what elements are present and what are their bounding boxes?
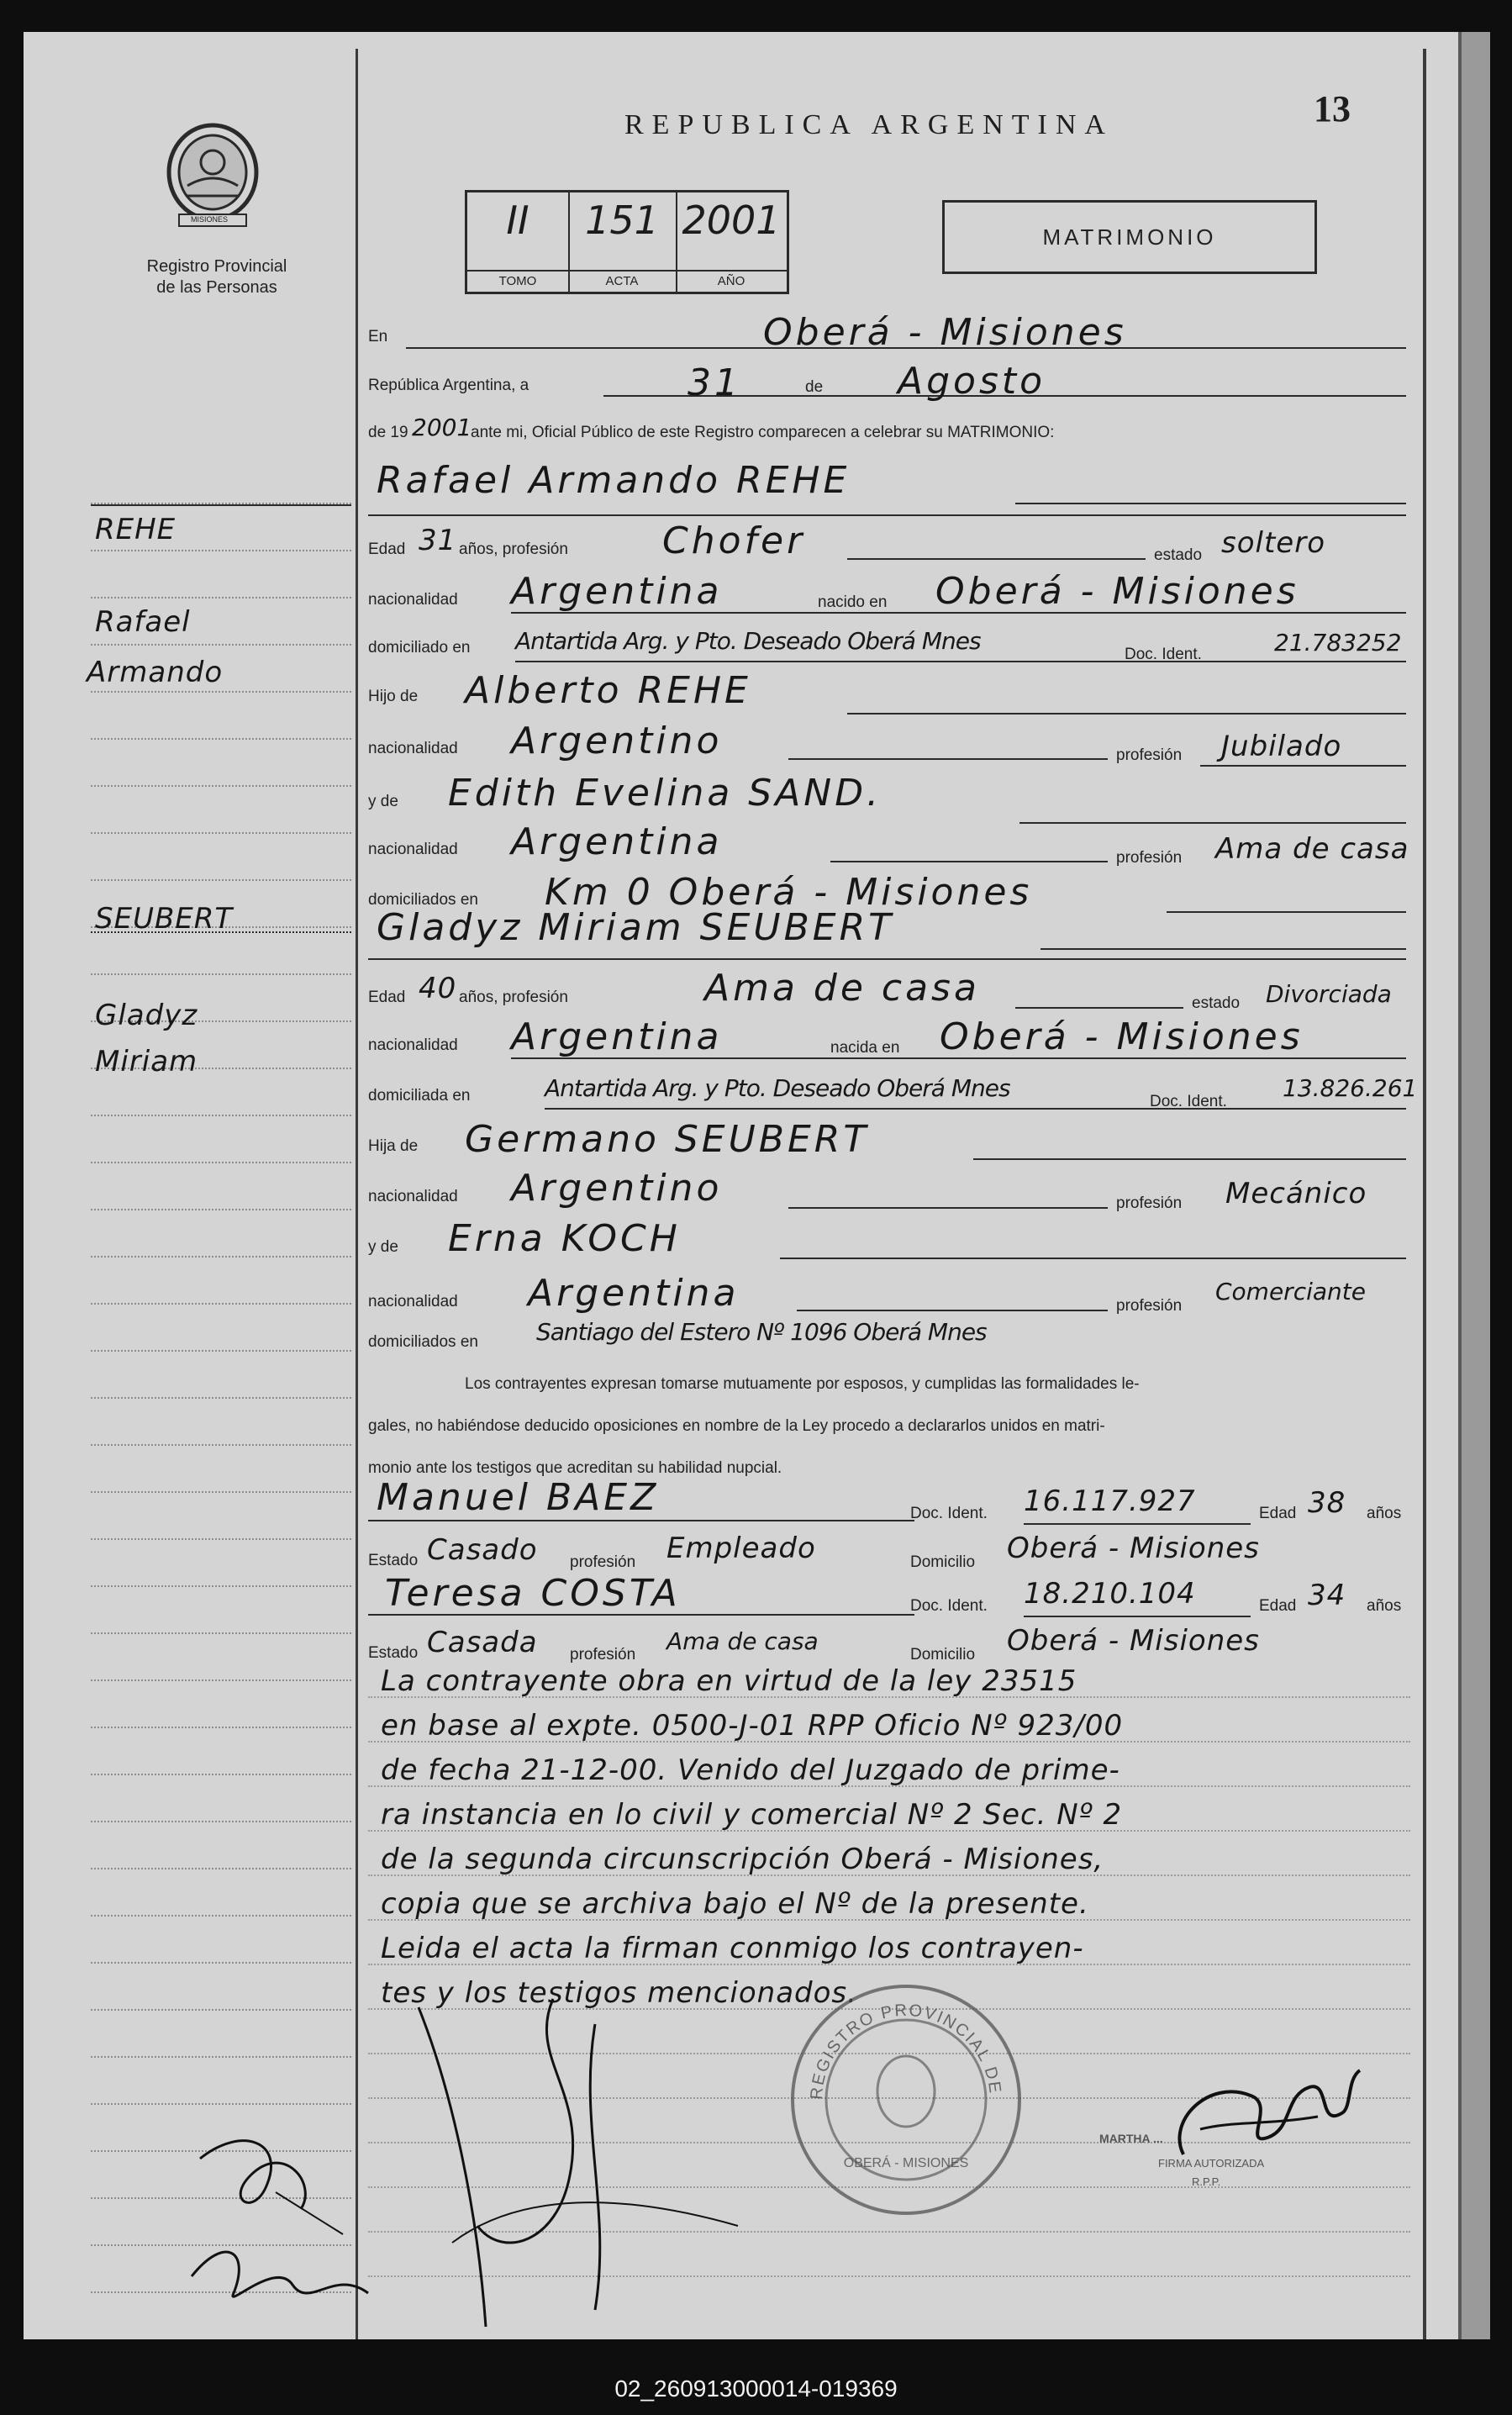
margin-groom-surname: REHE: [95, 513, 176, 546]
margin-rule: [91, 1538, 351, 1540]
bride-mother-nat: Argentina: [528, 1272, 740, 1315]
margin-rule: [91, 1585, 351, 1587]
en-label: En: [368, 328, 388, 345]
margin-rule: [91, 597, 351, 598]
margin-rule: [91, 2009, 351, 2011]
tomo-cell: [467, 192, 570, 292]
groom-father-prof-label: profesión: [1116, 746, 1183, 764]
bride-civil-status: Divorciada: [1266, 980, 1392, 1008]
bride-domicilio-label: domiciliada en: [368, 1087, 471, 1105]
svg-text:REGISTRO PROVINCIAL DE LAS PER: [780, 1974, 1004, 2101]
bride-father-prof-label: profesión: [1116, 1194, 1183, 1212]
bride-doc-label: Doc. Ident.: [1150, 1093, 1227, 1110]
margin-rule: [91, 644, 351, 646]
margin-bride-given1: Gladyz: [95, 999, 198, 1032]
register-page: [24, 32, 1490, 2339]
groom-signature: [402, 1991, 755, 2339]
margin-rule: [91, 1162, 351, 1163]
groom-father: Alberto REHE: [465, 669, 751, 712]
margin-rule: [91, 1397, 351, 1399]
margin-rule: [91, 1444, 351, 1446]
note-line: Leida el acta la firman conmigo los contrayen-: [381, 1932, 1084, 1965]
witness1-dom-label: Domicilio: [910, 1553, 976, 1571]
act-type-box: MATRIMONIO: [942, 200, 1317, 274]
bride-full-name: Gladyz Miriam SEUBERT: [377, 906, 895, 949]
groom-birthplace: Oberá - Misiones: [935, 570, 1299, 613]
year-prefix: de 19: [368, 424, 408, 441]
margin-rule: [91, 691, 351, 693]
groom-hijo-label: Hijo de: [368, 688, 419, 705]
bride-mother-prof: Comerciante: [1215, 1278, 1366, 1305]
bride-parents-addr: Santiago del Estero Nº 1096 Oberá Mnes: [536, 1318, 987, 1346]
margin-bride-surname: SEUBERT: [95, 902, 234, 936]
groom-father-prof: Jubilado: [1221, 730, 1342, 763]
margin-rule: [91, 973, 351, 975]
margin-rule: [91, 1632, 351, 1634]
acta-label: ACTA: [568, 270, 676, 292]
groom-parents-addr-label: domiciliados en: [368, 891, 478, 909]
groom-nacido-label: nacido en: [818, 593, 888, 611]
margin-rule: [91, 1868, 351, 1869]
bride-mother-prof-label: profesión: [1116, 1297, 1183, 1315]
margin-rule: [91, 1256, 351, 1258]
witness2-age: 34: [1308, 1579, 1346, 1612]
margin-bride-given2: Miriam: [95, 1045, 198, 1078]
de-label: de: [805, 378, 824, 396]
witness1-anos: años: [1367, 1505, 1402, 1522]
margin-rule: [91, 2103, 351, 2105]
groom-mother-nat-label: nacionalidad: [368, 841, 458, 858]
groom-doc-label: Doc. Ident.: [1125, 646, 1202, 663]
groom-civil-status: soltero: [1221, 526, 1325, 560]
groom-nac-label: nacionalidad: [368, 591, 458, 609]
margin-line-left: [356, 49, 358, 2339]
officer-text: ante mi, Oficial Público de este Registro comparecen a celebrar su MATRIMONIO:: [471, 424, 1055, 441]
bride-nac-label: nacionalidad: [368, 1036, 458, 1054]
groom-age: 31: [419, 524, 457, 557]
declaration-line-3: monio ante los testigos que acreditan su habilidad nupcial.: [368, 1459, 782, 1477]
official-title: FIRMA AUTORIZADA: [1158, 2157, 1265, 2170]
note-line: La contrayente obra en virtud de la ley 23515: [381, 1664, 1077, 1698]
groom-father-nat: Argentino: [511, 720, 723, 762]
witness2-prof-label: profesión: [570, 1646, 636, 1664]
witness1-doc-label: Doc. Ident.: [910, 1505, 988, 1522]
country-title: REPUBLICA ARGENTINA: [624, 109, 1114, 140]
bride-parents-addr-label: domiciliados en: [368, 1333, 478, 1351]
margin-rule: [91, 550, 351, 551]
margin-rule: [91, 1303, 351, 1305]
witness2-anos: años: [1367, 1597, 1402, 1615]
binding-spine: [1462, 32, 1490, 2339]
tomo-label: TOMO: [467, 270, 568, 292]
stamp-outer-text: REGISTRO PROVINCIAL DE: [807, 2001, 1004, 2101]
year-value: 2001: [412, 414, 472, 441]
bride-mother: Erna KOCH: [448, 1217, 681, 1260]
registry-line-2: de las Personas: [156, 278, 277, 297]
page-number: 13: [1314, 88, 1351, 129]
groom-edad-label: Edad: [368, 540, 406, 558]
groom-address: Antartida Arg. y Pto. Deseado Oberá Mnes: [515, 627, 981, 655]
note-line: tes y los testigos mencionados.: [381, 1976, 857, 2010]
witness2-dom-label: Domicilio: [910, 1646, 976, 1664]
bride-father-nat-label: nacionalidad: [368, 1188, 458, 1205]
groom-yde-label: y de: [368, 793, 398, 810]
acta-value: 151: [585, 198, 659, 243]
margin-rule: [91, 2056, 351, 2058]
margin-rule: [91, 1679, 351, 1681]
place-value: Oberá - Misiones: [763, 311, 1127, 354]
ano-value: 2001: [682, 198, 781, 243]
registry-line-1: Registro Provincial: [146, 257, 287, 276]
witness2-estado-label: Estado: [368, 1644, 419, 1662]
groom-full-name: Rafael Armando REHE: [377, 459, 851, 502]
acta-cell: [568, 192, 677, 292]
witness2-address: Oberá - Misiones: [1007, 1624, 1260, 1658]
bride-mother-nat-label: nacionalidad: [368, 1293, 458, 1310]
margin-rule: [91, 1821, 351, 1822]
margin-rule: [91, 1209, 351, 1210]
margin-rule: [91, 879, 351, 881]
official-stamp: [780, 1974, 1032, 2226]
witness1-profession: Empleado: [666, 1532, 816, 1565]
witness1-age: 38: [1308, 1486, 1346, 1520]
bride-edad-label: Edad: [368, 989, 406, 1006]
tomo-value: II: [506, 198, 529, 243]
bride-nacida-label: nacida en: [830, 1039, 900, 1057]
margin-rule: [91, 1491, 351, 1493]
bride-nationality: Argentina: [511, 1015, 723, 1058]
witness2-edad-label: Edad: [1259, 1597, 1297, 1615]
ano-cell: [676, 192, 787, 292]
official-org: R.P.P.: [1192, 2175, 1221, 2188]
bride-father-nat: Argentino: [511, 1167, 723, 1210]
groom-estado-label: estado: [1154, 546, 1203, 564]
groom-parents-addr: Km 0 Oberá - Misiones: [545, 871, 1033, 914]
margin-rule: [91, 1727, 351, 1728]
note-line: ra instancia en lo civil y comercial Nº 2 Sec. Nº 2: [381, 1798, 1123, 1832]
bride-father: Germano SEUBERT: [465, 1118, 870, 1161]
margin-rule: [91, 1115, 351, 1116]
margin-rule: [91, 785, 351, 787]
witness2-name: Teresa COSTA: [385, 1572, 681, 1615]
margin-rule: [91, 1774, 351, 1775]
margin-rule: [91, 1350, 351, 1352]
note-line: de la segunda circunscripción Oberá - Misiones,: [381, 1843, 1104, 1876]
groom-profession: Chofer: [662, 519, 806, 562]
note-line: copia que se archiva bajo el Nº de la presente.: [381, 1887, 1089, 1921]
witness2-doc-label: Doc. Ident.: [910, 1597, 988, 1615]
bride-hija-label: Hija de: [368, 1137, 419, 1155]
province-emblem: [162, 120, 263, 229]
day-value: 31: [688, 361, 741, 404]
groom-doc: 21.783252: [1274, 629, 1402, 656]
groom-mother-prof-label: profesión: [1116, 849, 1183, 867]
margin-rule: [91, 832, 351, 834]
groom-profesion-label: años, profesión: [459, 540, 568, 558]
witness1-estado-label: Estado: [368, 1552, 419, 1569]
margin-line-right: [1423, 49, 1426, 2339]
groom-mother: Edith Evelina SAND.: [448, 772, 882, 815]
bride-address: Antartida Arg. y Pto. Deseado Oberá Mnes: [545, 1074, 1010, 1102]
note-line: de fecha 21-12-00. Venido del Juzgado de prime-: [381, 1753, 1120, 1787]
declaration-line-1: Los contrayentes expresan tomarse mutuamente por esposos, y cumplidas las formalidades le-: [465, 1375, 1140, 1393]
month-value: Agosto: [898, 360, 1046, 403]
witness1-prof-label: profesión: [570, 1553, 636, 1571]
witness1-status: Casado: [427, 1533, 538, 1567]
stamp-inner-text: OBERÁ - MISIONES: [843, 2156, 969, 2170]
note-line: en base al expte. 0500-J-01 RPP Oficio Nº 923/00: [381, 1709, 1124, 1743]
emblem-caption: MISIONES: [191, 215, 229, 224]
official-name: MARTHA ...: [1099, 2132, 1163, 2145]
act-reference-box: [465, 190, 789, 294]
bride-profesion-label: años, profesión: [459, 989, 568, 1006]
witness1-edad-label: Edad: [1259, 1505, 1297, 1522]
groom-nationality: Argentina: [511, 570, 723, 613]
witness1-address: Oberá - Misiones: [1007, 1532, 1260, 1565]
margin-rule: [91, 1962, 351, 1964]
bride-signature: [175, 2108, 427, 2327]
witness1-doc: 16.117.927: [1024, 1484, 1196, 1518]
declaration-line-2: gales, no habiéndose deducido oposiciones en nombre de la Ley procedo a declararlos unidos en matri-: [368, 1417, 1105, 1435]
groom-domicilio-label: domiciliado en: [368, 639, 471, 656]
file-id-caption: 02_260913000014-019369: [614, 2375, 898, 2402]
bride-age: 40: [419, 972, 457, 1005]
groom-father-nat-label: nacionalidad: [368, 740, 458, 757]
bride-estado-label: estado: [1192, 994, 1241, 1012]
bride-father-prof: Mecánico: [1225, 1177, 1367, 1210]
margin-rule: [91, 1915, 351, 1917]
margin-rule: [91, 738, 351, 740]
witness2-profession: Ama de casa: [666, 1627, 819, 1655]
republica-label: República Argentina, a: [368, 377, 529, 394]
groom-mother-nat: Argentina: [511, 820, 723, 863]
ano-label: AÑO: [676, 270, 787, 292]
bride-doc: 13.826.261: [1283, 1074, 1418, 1102]
bride-profession: Ama de casa: [704, 967, 980, 1010]
witness1-name: Manuel BAEZ: [377, 1476, 660, 1519]
margin-groom-given1: Rafael: [95, 605, 191, 639]
bride-birthplace: Oberá - Misiones: [940, 1015, 1304, 1058]
groom-mother-prof: Ama de casa: [1215, 832, 1409, 866]
witness2-doc: 18.210.104: [1024, 1577, 1196, 1611]
margin-groom-given2: Armando: [87, 656, 224, 689]
bride-yde-label: y de: [368, 1238, 398, 1256]
witness2-status: Casada: [427, 1626, 538, 1659]
